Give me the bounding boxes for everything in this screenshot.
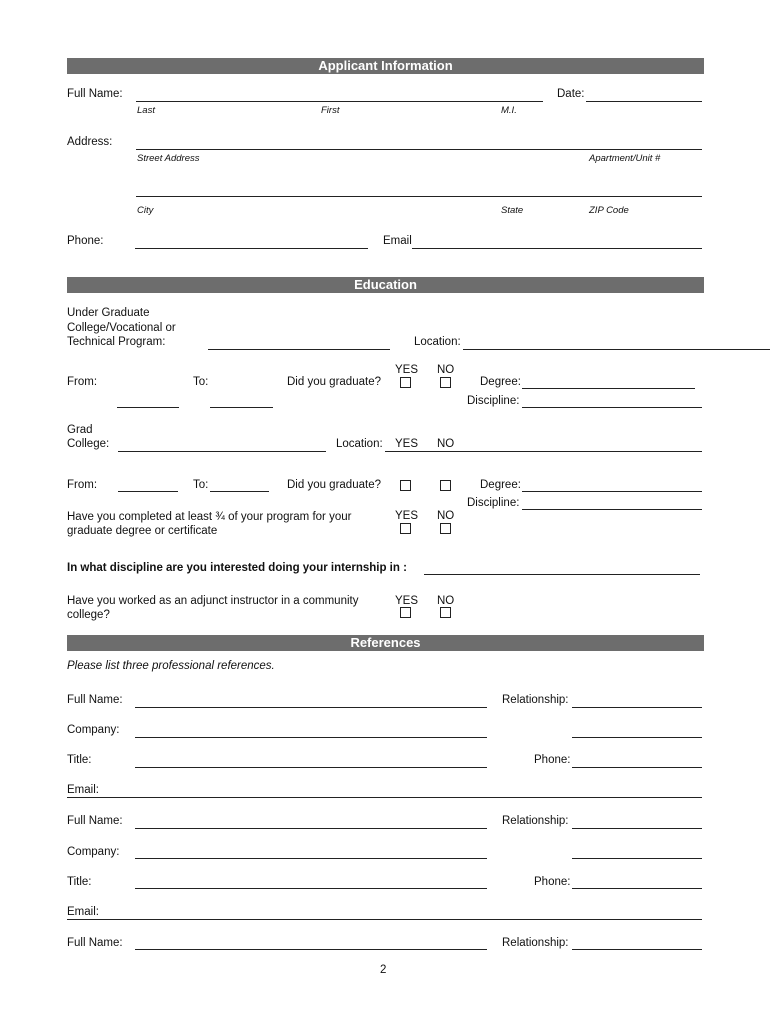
ug-graduate-no-checkbox[interactable] bbox=[440, 377, 451, 388]
adjunct-question-2: college? bbox=[67, 609, 110, 621]
ref2-email-label: Email: bbox=[67, 906, 99, 918]
ref1-extra-field[interactable] bbox=[572, 737, 702, 738]
ug-location-field[interactable] bbox=[463, 349, 770, 350]
ref1-relationship-field[interactable] bbox=[572, 707, 702, 708]
grad-location-field[interactable] bbox=[385, 451, 702, 452]
completed-yes-label: YES bbox=[395, 510, 419, 522]
ref3-relationship-label: Relationship: bbox=[502, 937, 569, 949]
city-state-zip-field[interactable] bbox=[136, 196, 702, 197]
ref3-full-name-label: Full Name: bbox=[67, 937, 123, 949]
adjunct-yes-label: YES bbox=[395, 595, 419, 607]
ref1-company-label: Company: bbox=[67, 724, 120, 736]
last-sublabel: Last bbox=[137, 105, 155, 116]
grad-to-label: To: bbox=[193, 479, 209, 491]
ref2-relationship-label: Relationship: bbox=[502, 815, 569, 827]
completed-yes-checkbox[interactable] bbox=[400, 523, 411, 534]
ref2-phone-field[interactable] bbox=[572, 888, 702, 889]
ug-discipline-label: Discipline: bbox=[467, 395, 520, 407]
ug-yes-label: YES bbox=[395, 364, 419, 376]
ug-discipline-field[interactable] bbox=[522, 407, 702, 408]
ref1-phone-field[interactable] bbox=[572, 767, 702, 768]
ref2-phone-label: Phone: bbox=[534, 876, 571, 888]
ug-label-1: Under Graduate bbox=[67, 307, 150, 319]
completed-no-label: NO bbox=[437, 510, 455, 522]
internship-question: In what discipline are you interested doing your internship in : bbox=[67, 562, 407, 574]
address-label: Address: bbox=[67, 136, 113, 148]
ug-from-field[interactable] bbox=[117, 407, 179, 408]
ref1-relationship-label: Relationship: bbox=[502, 694, 569, 706]
section-header-references: References bbox=[67, 635, 704, 651]
ug-graduate-yes-checkbox[interactable] bbox=[400, 377, 411, 388]
ref1-full-name-label: Full Name: bbox=[67, 694, 123, 706]
adjunct-no-checkbox[interactable] bbox=[440, 607, 451, 618]
ug-location-label: Location: bbox=[414, 336, 461, 348]
ug-no-label: NO bbox=[437, 364, 455, 376]
state-sublabel: State bbox=[501, 205, 524, 216]
ref1-email-label: Email: bbox=[67, 784, 99, 796]
phone-field[interactable] bbox=[135, 248, 368, 249]
grad-yes-label: YES bbox=[395, 438, 419, 450]
completed-question-2: graduate degree or certificate bbox=[67, 525, 218, 537]
date-label: Date: bbox=[557, 88, 585, 100]
grad-graduate-yes-checkbox[interactable] bbox=[400, 480, 411, 491]
section-header-applicant: Applicant Information bbox=[67, 58, 704, 74]
first-sublabel: First bbox=[321, 105, 340, 116]
adjunct-no-label: NO bbox=[437, 595, 455, 607]
city-sublabel: City bbox=[137, 205, 154, 216]
adjunct-question-1: Have you worked as an adjunct instructor in a community bbox=[67, 595, 359, 607]
full-name-field[interactable] bbox=[136, 101, 543, 102]
grad-from-label: From: bbox=[67, 479, 98, 491]
internship-field[interactable] bbox=[424, 574, 700, 575]
email-field[interactable] bbox=[412, 248, 702, 249]
grad-label-2: College: bbox=[67, 438, 110, 450]
full-name-label: Full Name: bbox=[67, 88, 123, 100]
ref2-company-field[interactable] bbox=[135, 858, 487, 859]
ref1-company-field[interactable] bbox=[135, 737, 487, 738]
ref1-phone-label: Phone: bbox=[534, 754, 571, 766]
date-field[interactable] bbox=[586, 101, 702, 102]
grad-to-field[interactable] bbox=[210, 491, 269, 492]
grad-discipline-label: Discipline: bbox=[467, 497, 520, 509]
page-number: 2 bbox=[380, 964, 387, 976]
ug-graduate-question: Did you graduate? bbox=[287, 376, 381, 388]
ref1-title-field[interactable] bbox=[135, 767, 487, 768]
ref1-full-name-field[interactable] bbox=[135, 707, 487, 708]
ref2-relationship-field[interactable] bbox=[572, 828, 702, 829]
ref2-full-name-label: Full Name: bbox=[67, 815, 123, 827]
ref1-email-field[interactable] bbox=[67, 797, 702, 798]
ref2-company-label: Company: bbox=[67, 846, 120, 858]
street-sublabel: Street Address bbox=[137, 153, 200, 164]
grad-degree-label: Degree: bbox=[480, 479, 521, 491]
ref2-title-field[interactable] bbox=[135, 888, 487, 889]
adjunct-yes-checkbox[interactable] bbox=[400, 607, 411, 618]
grad-discipline-field[interactable] bbox=[522, 509, 702, 510]
ug-label-3: Technical Program: bbox=[67, 336, 166, 348]
ug-degree-field[interactable] bbox=[522, 388, 695, 389]
ug-to-label: To: bbox=[193, 376, 209, 388]
ug-college-field[interactable] bbox=[208, 349, 390, 350]
apt-sublabel: Apartment/Unit # bbox=[589, 153, 661, 164]
grad-label-1: Grad bbox=[67, 424, 93, 436]
street-address-field[interactable] bbox=[136, 149, 702, 150]
zip-sublabel: ZIP Code bbox=[589, 205, 629, 216]
section-header-education: Education bbox=[67, 277, 704, 293]
ref1-title-label: Title: bbox=[67, 754, 92, 766]
ref2-extra-field[interactable] bbox=[572, 858, 702, 859]
mi-sublabel: M.I. bbox=[501, 105, 517, 116]
grad-graduate-question: Did you graduate? bbox=[287, 479, 381, 491]
ug-to-field[interactable] bbox=[210, 407, 273, 408]
grad-graduate-no-checkbox[interactable] bbox=[440, 480, 451, 491]
completed-no-checkbox[interactable] bbox=[440, 523, 451, 534]
grad-no-label: NO bbox=[437, 438, 455, 450]
ref2-full-name-field[interactable] bbox=[135, 828, 487, 829]
email-label: Email bbox=[383, 235, 412, 247]
grad-college-field[interactable] bbox=[118, 451, 326, 452]
ug-label-2: College/Vocational or bbox=[67, 322, 176, 334]
grad-degree-field[interactable] bbox=[522, 491, 702, 492]
ref2-email-field[interactable] bbox=[67, 919, 702, 920]
ref2-title-label: Title: bbox=[67, 876, 92, 888]
ug-degree-label: Degree: bbox=[480, 376, 521, 388]
ref3-full-name-field[interactable] bbox=[135, 949, 487, 950]
references-intro: Please list three professional references. bbox=[67, 660, 275, 672]
completed-question-1: Have you completed at least ¾ of your program for your bbox=[67, 511, 352, 523]
grad-from-field[interactable] bbox=[118, 491, 178, 492]
grad-location-label: Location: bbox=[336, 438, 383, 450]
ug-from-label: From: bbox=[67, 376, 98, 388]
phone-label: Phone: bbox=[67, 235, 104, 247]
ref3-relationship-field[interactable] bbox=[572, 949, 702, 950]
